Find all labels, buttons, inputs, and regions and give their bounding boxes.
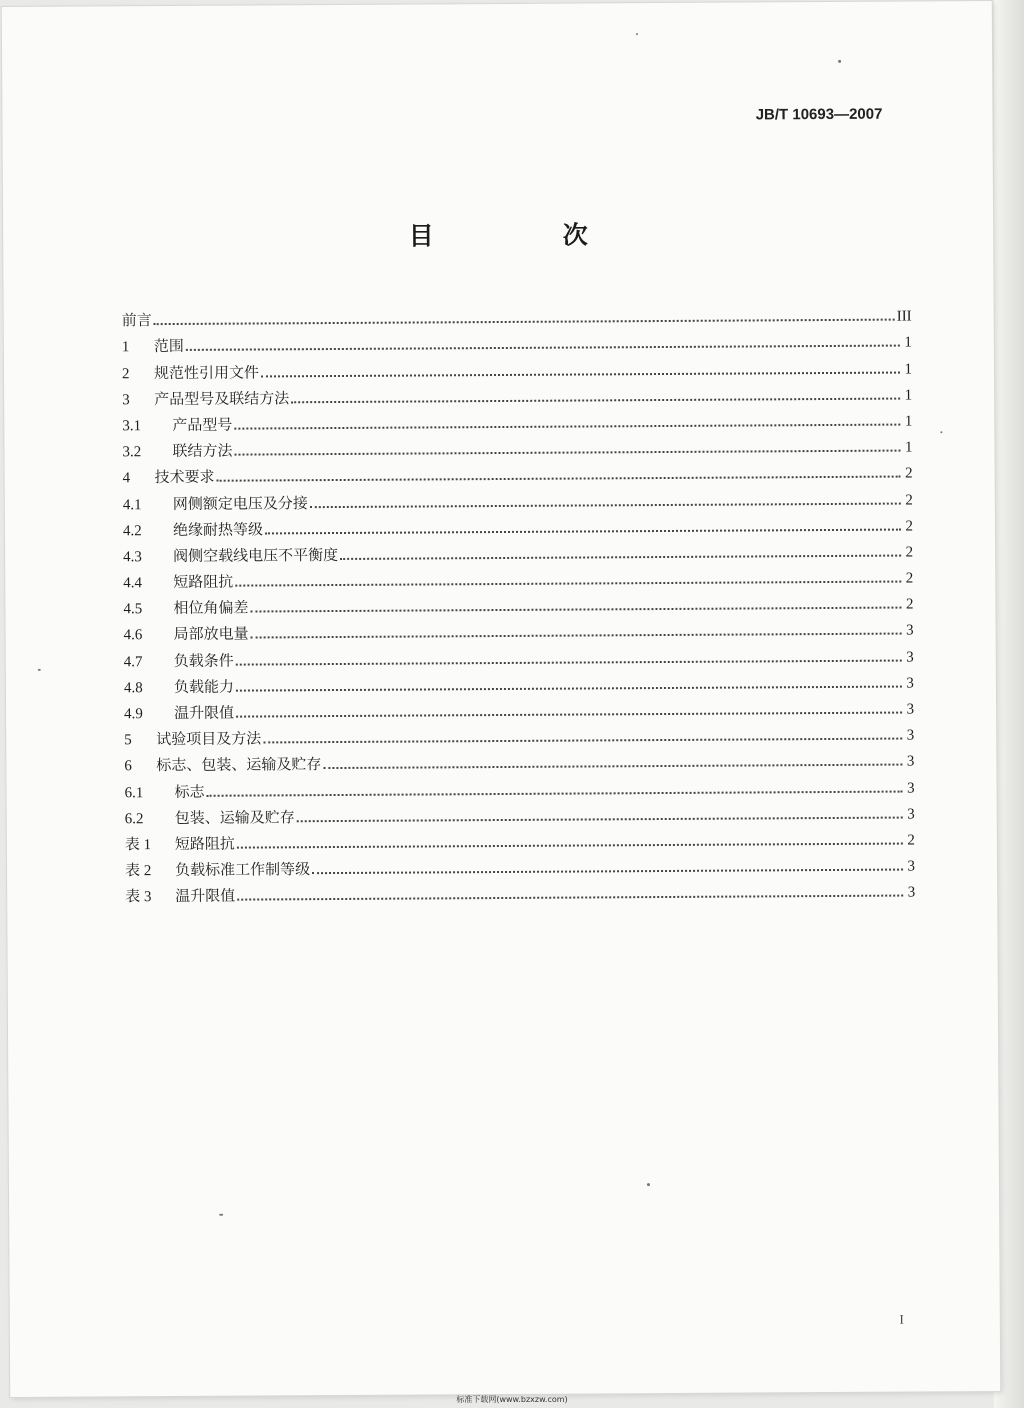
toc-entry-title: 试验项目及方法 bbox=[156, 729, 262, 749]
toc-entry-number: 4.4 bbox=[123, 575, 143, 592]
toc-entry-number: 表 2 bbox=[124, 863, 152, 880]
toc-dot-leader bbox=[237, 895, 903, 901]
toc-entry-title: 短路阻抗 bbox=[173, 572, 234, 592]
toc-entry-page: III bbox=[896, 308, 912, 325]
toc-entry-title: 包装、运输及贮存 bbox=[174, 808, 295, 827]
toc-entry-number: 3.1 bbox=[122, 418, 142, 435]
toc-dot-leader bbox=[207, 790, 903, 796]
toc-entry-number: 3.2 bbox=[122, 444, 142, 461]
page-title: 目 次 bbox=[408, 220, 640, 251]
scan-speck bbox=[838, 60, 841, 63]
toc-entry-number: 4.7 bbox=[123, 653, 143, 670]
scan-speck bbox=[647, 1183, 650, 1186]
toc-entry-number: 3 bbox=[122, 392, 130, 409]
toc-entry-page: 1 bbox=[904, 439, 913, 456]
toc-dot-leader bbox=[186, 345, 900, 351]
toc-entry-page: 3 bbox=[907, 858, 916, 875]
toc-entry-page: 3 bbox=[906, 701, 915, 718]
toc-entry-title: 产品型号 bbox=[172, 415, 233, 434]
toc-dot-leader bbox=[234, 423, 900, 429]
toc-entry-title: 标志、包装、运输及贮存 bbox=[156, 755, 322, 775]
standard-code: JB/T 10693—2007 bbox=[755, 105, 883, 124]
toc-entry-title: 范围 bbox=[153, 337, 184, 356]
toc-entry-page: 1 bbox=[904, 334, 912, 351]
toc-dot-leader bbox=[265, 528, 901, 534]
document-page bbox=[2, 1, 1000, 1397]
toc-dot-leader bbox=[154, 319, 895, 326]
toc-dot-leader bbox=[236, 659, 902, 665]
toc-entry-number: 表 3 bbox=[125, 889, 152, 906]
toc-dot-leader bbox=[312, 869, 903, 875]
toc-entry-page: 3 bbox=[907, 806, 915, 823]
footer-watermark: 标准下载网(www.bzxzw.com) bbox=[456, 1395, 568, 1404]
toc-entry-number: 4 bbox=[122, 470, 131, 487]
toc-entry-page: 2 bbox=[905, 596, 914, 613]
toc-entry-page: 3 bbox=[907, 780, 915, 797]
toc-entry-title: 阀侧空载线电压不平衡度 bbox=[173, 545, 339, 565]
toc-dot-leader bbox=[261, 371, 900, 377]
toc-dot-leader bbox=[251, 633, 902, 639]
toc-entry-title: 联结方法 bbox=[172, 441, 233, 461]
toc-entry-number: 2 bbox=[121, 365, 130, 382]
toc-entry-page: 3 bbox=[906, 649, 914, 666]
toc-entry-page: 3 bbox=[906, 622, 914, 639]
toc-entry-title: 负载条件 bbox=[173, 651, 234, 670]
toc-entry-page: 1 bbox=[904, 413, 913, 430]
scan-speck bbox=[636, 33, 638, 35]
toc-entry-page: 3 bbox=[906, 753, 915, 770]
toc-entry-title: 规范性引用文件 bbox=[153, 363, 260, 382]
toc-entry bbox=[125, 876, 915, 907]
toc-entry-title: 绝缘耐热等级 bbox=[172, 520, 264, 539]
toc-entry-title: 温升限值 bbox=[175, 886, 236, 906]
toc-entry-title: 局部放电量 bbox=[173, 624, 249, 644]
table-of-contents bbox=[122, 299, 916, 906]
toc-entry-number: 6 bbox=[124, 758, 132, 775]
toc-entry-page: 2 bbox=[905, 465, 913, 482]
toc-dot-leader bbox=[217, 476, 901, 482]
toc-entry-number: 表 1 bbox=[124, 837, 152, 854]
toc-entry-number: 4.8 bbox=[123, 680, 143, 697]
toc-dot-leader bbox=[291, 397, 900, 403]
toc-entry-number: 1 bbox=[121, 339, 130, 356]
toc-entry-number: 4.9 bbox=[124, 706, 143, 723]
toc-entry-page: 2 bbox=[905, 518, 914, 535]
toc-dot-leader bbox=[236, 712, 902, 718]
toc-dot-leader bbox=[340, 554, 901, 559]
toc-dot-leader bbox=[236, 685, 902, 691]
toc-entry-number: 5 bbox=[124, 732, 132, 749]
toc-entry-number: 4.2 bbox=[122, 522, 142, 539]
toc-entry-title: 相位角偏差 bbox=[173, 598, 249, 618]
toc-entry-title: 标志 bbox=[174, 782, 205, 801]
toc-entry-page: 3 bbox=[906, 727, 915, 744]
toc-dot-leader bbox=[323, 764, 902, 770]
scan-speck bbox=[219, 1214, 223, 1216]
toc-entry-page: 2 bbox=[905, 570, 914, 587]
toc-entry-title: 网侧额定电压及分接 bbox=[172, 493, 308, 513]
toc-entry-page: 3 bbox=[906, 675, 914, 692]
toc-entry-title: 温升限值 bbox=[174, 703, 235, 722]
toc-entry-title: 短路阻抗 bbox=[174, 834, 235, 853]
toc-entry-number: 4.3 bbox=[123, 549, 142, 566]
toc-dot-leader bbox=[235, 581, 901, 587]
toc-entry-number: 4.1 bbox=[122, 496, 142, 513]
toc-entry-title: 前言 bbox=[121, 311, 152, 330]
toc-entry-number: 6.2 bbox=[124, 810, 144, 828]
toc-entry-number: 4.5 bbox=[123, 601, 143, 618]
toc-dot-leader bbox=[235, 450, 901, 456]
toc-dot-leader bbox=[310, 502, 901, 508]
toc-dot-leader bbox=[250, 607, 901, 613]
toc-entry-page: 1 bbox=[904, 361, 913, 378]
toc-entry-title: 产品型号及联结方法 bbox=[154, 389, 290, 408]
toc-entry-page: 2 bbox=[905, 491, 913, 509]
page-number: I bbox=[899, 1311, 904, 1327]
toc-entry-title: 负载能力 bbox=[173, 677, 234, 696]
toc-entry-page: 2 bbox=[905, 544, 914, 561]
toc-entry-page: 3 bbox=[907, 884, 916, 901]
toc-entry-number: 4.6 bbox=[123, 627, 143, 644]
toc-entry-page: 1 bbox=[904, 387, 913, 404]
toc-entry-title: 负载标准工作制等级 bbox=[174, 860, 311, 880]
scan-speck bbox=[38, 669, 41, 671]
toc-entry-number: 6.1 bbox=[124, 784, 144, 801]
toc-dot-leader bbox=[237, 842, 903, 848]
toc-entry-page: 2 bbox=[907, 832, 915, 849]
toc-dot-leader bbox=[297, 816, 903, 822]
toc-entry-title: 技术要求 bbox=[154, 468, 215, 487]
toc-dot-leader bbox=[263, 738, 902, 744]
scan-speck bbox=[940, 431, 942, 433]
